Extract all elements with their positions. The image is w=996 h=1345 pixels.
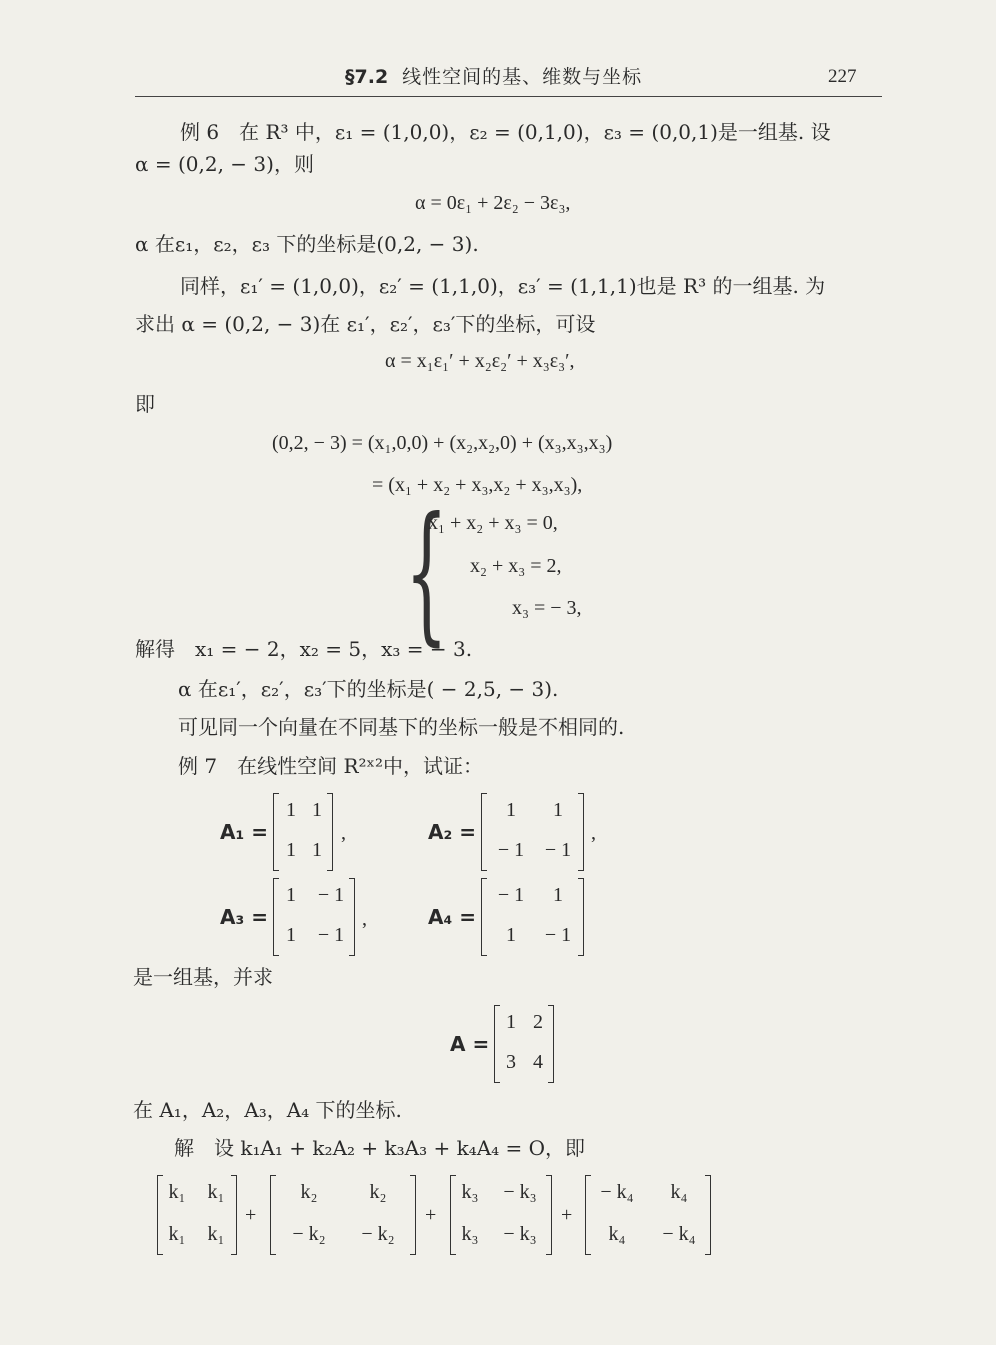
matrix-A3-label: A₃ =	[220, 905, 268, 929]
running-header	[345, 62, 642, 89]
matrix-A4-label: A₄ =	[428, 905, 476, 929]
matrix-entry: k₃	[461, 1181, 479, 1203]
matrix-entry: − 1	[544, 839, 572, 861]
coordinates-new-basis: α 在ε₁′，ε₂′，ε₃′下的坐标是( − 2,5, − 3).	[178, 677, 559, 701]
matrix-entry: − k₄	[600, 1181, 634, 1203]
matrix-entry: 1	[312, 839, 322, 861]
section-title: 线性空间的基、维数与坐标	[402, 66, 643, 88]
example-6-line1: 例 6 在 R³ 中，ε₁ = (1,0,0)，ε₂ = (0,1,0)，ε₃ = (0,0,1)是一组基. 设	[180, 120, 831, 144]
matrix-entry: k₂	[300, 1181, 318, 1203]
matrix-entry: − k₂	[292, 1223, 326, 1245]
comma: ,	[591, 822, 596, 844]
matrix-entry: − 1	[497, 839, 525, 861]
matrix-entry: 1	[312, 799, 322, 821]
plus-sign: +	[425, 1204, 437, 1226]
matrix-entry: k₁	[207, 1181, 225, 1203]
matrix-A4	[481, 878, 584, 956]
matrix-k1	[157, 1175, 237, 1255]
comma: ,	[341, 822, 346, 844]
matrix-A	[494, 1005, 554, 1083]
matrix-entry: 1	[286, 924, 296, 946]
matrix-A1-label: A₁ =	[220, 820, 268, 844]
matrix-entry: − 1	[544, 924, 572, 946]
matrix-A3	[273, 878, 355, 956]
matrix-bracket	[481, 878, 487, 956]
text-ji: 即	[135, 392, 155, 416]
matrix-A2	[481, 793, 584, 871]
system-eq3: x₃ = − 3,	[512, 597, 582, 619]
matrix-entry: 1	[506, 1011, 516, 1033]
solution-setup: 解 设 k₁A₁ + k₂A₂ + k₃A₃ + k₄A₄ = O，即	[174, 1136, 586, 1160]
matrix-entry: 3	[506, 1051, 516, 1073]
equation-sum: = (x₁ + x₂ + x₃,x₂ + x₃,x₃),	[372, 474, 583, 496]
matrix-A2-label: A₂ =	[428, 820, 476, 844]
matrix-entry: − 1	[317, 924, 345, 946]
equation-expand: (0,2, − 3) = (x₁,0,0) + (x₂,x₂,0) + (x₃,x₃,x₃)	[272, 432, 613, 454]
matrix-bracket	[270, 1175, 276, 1255]
matrix-bracket	[481, 793, 487, 871]
matrix-entry: 1	[286, 884, 296, 906]
matrix-entry: − 1	[497, 884, 525, 906]
plus-sign: +	[245, 1204, 257, 1226]
matrix-entry: k₁	[207, 1223, 225, 1245]
matrix-entry: − k₃	[503, 1223, 537, 1245]
matrix-entry: − 1	[317, 884, 345, 906]
solution-values: 解得 x₁ = − 2，x₂ = 5，x₃ = − 3.	[135, 637, 473, 661]
matrix-entry: − k₃	[503, 1181, 537, 1203]
matrix-entry: k₄	[670, 1181, 688, 1203]
find-coordinates-text: 在 A₁，A₂，A₃，A₄ 下的坐标.	[133, 1098, 402, 1122]
equation-alpha: α = 0ε₁ + 2ε₂ − 3ε₃,	[415, 192, 571, 214]
remark: 可见同一个向量在不同基下的坐标一般是不相同的.	[178, 715, 625, 739]
paragraph-2-line2: 求出 α = (0,2, − 3)在 ε₁′，ε₂′，ε₃′下的坐标，可设	[135, 312, 596, 336]
example-7-heading: 例 7 在线性空间 R²ˣ²中，试证：	[178, 754, 484, 778]
basis-statement: 是一组基，并求	[133, 965, 273, 989]
matrix-entry: 1	[553, 799, 563, 821]
system-eq1: x₁ + x₂ + x₃ = 0,	[428, 512, 558, 534]
matrix-entry: 1	[286, 839, 296, 861]
matrix-entry: k₃	[461, 1223, 479, 1245]
matrix-entry: 1	[553, 884, 563, 906]
matrix-entry: − k₄	[662, 1223, 696, 1245]
plus-sign: +	[561, 1204, 573, 1226]
matrix-entry: 2	[533, 1011, 543, 1033]
example-6-line2: α = (0,2, − 3)，则	[135, 152, 314, 176]
example-6-coordinates: α 在ε₁，ε₂，ε₃ 下的坐标是(0,2, − 3).	[135, 232, 479, 256]
matrix-bracket	[705, 1175, 711, 1255]
header-rule	[135, 96, 882, 97]
matrix-bracket	[546, 1175, 552, 1255]
matrix-bracket	[231, 1175, 237, 1255]
system-eq2: x₂ + x₃ = 2,	[470, 555, 562, 577]
system-brace: {	[405, 486, 448, 660]
matrix-entry: k₂	[369, 1181, 387, 1203]
matrix-k3	[450, 1175, 552, 1255]
matrix-A1	[273, 793, 333, 871]
matrix-entry: 1	[506, 799, 516, 821]
matrix-entry: 1	[506, 924, 516, 946]
matrix-bracket	[273, 793, 279, 871]
matrix-bracket	[410, 1175, 416, 1255]
section-number: §7.2	[345, 66, 389, 88]
matrix-k2	[270, 1175, 416, 1255]
matrix-entry: k₄	[608, 1223, 626, 1245]
matrix-entry: − k₂	[361, 1223, 395, 1245]
matrix-entry: 1	[286, 799, 296, 821]
comma: ,	[362, 908, 367, 930]
matrix-entry: 4	[533, 1051, 543, 1073]
paragraph-2-line1: 同样，ε₁′ = (1,0,0)，ε₂′ = (1,1,0)，ε₃′ = (1,1,1)也是 R³ 的一组基. 为	[180, 274, 826, 298]
page-number: 227	[828, 66, 857, 87]
equation-alpha-prime: α = x₁ε₁′ + x₂ε₂′ + x₃ε₃′,	[385, 350, 575, 372]
matrix-entry: k₁	[168, 1181, 186, 1203]
matrix-k4	[585, 1175, 711, 1255]
matrix-bracket	[327, 793, 333, 871]
matrix-entry: k₁	[168, 1223, 186, 1245]
matrix-A-label: A =	[450, 1032, 490, 1056]
